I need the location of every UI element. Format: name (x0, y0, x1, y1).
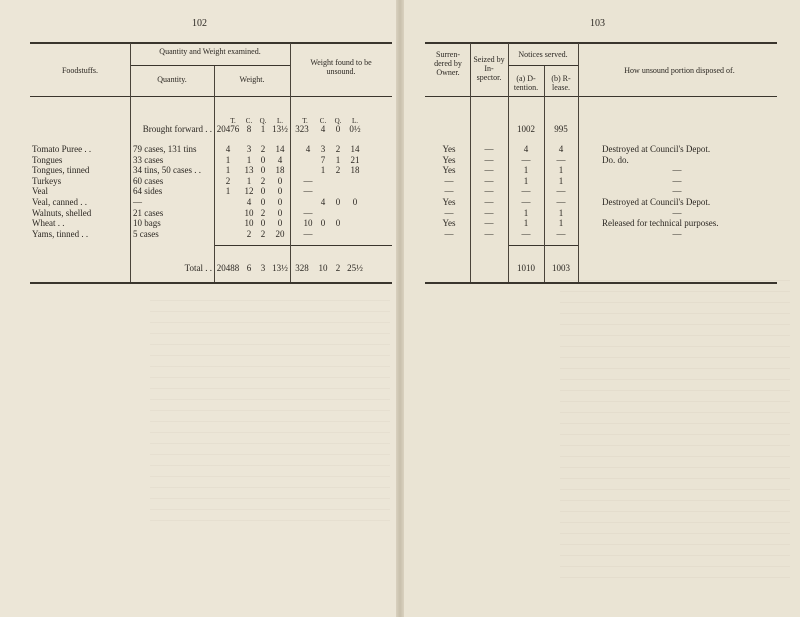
foodstuff-name: Veal (32, 186, 48, 196)
unsound-t: — (303, 208, 313, 218)
weight-q: 2 (260, 229, 266, 239)
unsound-c: 0 (320, 218, 326, 228)
unit-t: T. (230, 117, 236, 125)
foodstuff-name: Tomato Puree . . (32, 144, 92, 154)
bf-unsound-t: 323 (295, 124, 309, 134)
weight-q: 0 (260, 218, 266, 228)
unsound-q: 0 (335, 197, 341, 207)
unsound-q: 1 (335, 155, 341, 165)
unit-l: L. (276, 117, 284, 125)
surrendered-cell: — (444, 186, 454, 196)
seized-cell: — (484, 155, 494, 165)
bf-weight-t: 20476 (216, 124, 240, 134)
quantity-cell: 60 cases (133, 176, 164, 186)
quantity-cell: 34 tins, 50 cases . . (133, 165, 201, 175)
unsound-t: — (303, 229, 313, 239)
weight-l: 20 (275, 229, 285, 239)
seized-cell: — (484, 176, 494, 186)
disposal-cell: Destroyed at Council's Depot. (602, 197, 711, 207)
weight-l: 0 (277, 208, 283, 218)
unsound-c: 1 (320, 165, 326, 175)
weight-c: 2 (246, 229, 252, 239)
bleed-through-texture-right (560, 280, 790, 580)
foodstuff-name: Yams, tinned . . (32, 229, 89, 239)
unit-c: C. (245, 117, 253, 125)
detention-cell: 1 (523, 208, 529, 218)
header-disposal: How unsound portion disposed of. (624, 66, 735, 75)
quantity-cell: — (133, 197, 142, 207)
weight-c: 10 (244, 218, 254, 228)
weight-t: 1 (225, 186, 231, 196)
disposal-cell: — (672, 165, 682, 175)
disposal-cell: — (672, 229, 682, 239)
disposal-cell: — (672, 176, 682, 186)
bf-unsound-c: 4 (320, 124, 326, 134)
weight-t: 1 (225, 165, 231, 175)
unsound-l: 21 (350, 155, 360, 165)
weight-l: 4 (277, 155, 283, 165)
unsound-q: 2 (335, 144, 341, 154)
unsound-t: — (303, 176, 313, 186)
table-top-rule-left (30, 42, 392, 44)
page-number-right: 103 (590, 18, 605, 29)
header-release: (b) R- lease. (551, 74, 571, 92)
weight-c: 13 (244, 165, 254, 175)
unit-q-unsound: Q. (334, 117, 342, 125)
book-gutter (396, 0, 404, 617)
unsound-c: 7 (320, 155, 326, 165)
weight-c: 10 (244, 208, 254, 218)
foodstuff-name: Wheat . . (32, 218, 65, 228)
weight-t: 2 (225, 176, 231, 186)
header-subrule-right (508, 65, 578, 66)
weight-l: 0 (277, 176, 283, 186)
total-weight-q: 3 (260, 263, 266, 273)
header-weight-unsound: Weight found to be unsound. (310, 58, 372, 76)
unit-q: Q. (259, 117, 267, 125)
foodstuff-name: Tongues (32, 155, 63, 165)
header-bottom-rule-right (425, 96, 777, 97)
weight-l: 14 (275, 144, 285, 154)
total-top-rule-left (214, 245, 392, 246)
release-cell: — (556, 186, 566, 196)
foodstuff-name: Turkeys (32, 176, 62, 186)
total-top-rule-right (508, 245, 578, 246)
unsound-t: 4 (305, 144, 311, 154)
seized-cell: — (484, 165, 494, 175)
col-divider (578, 43, 579, 282)
header-weight: Weight. (239, 75, 265, 84)
table-top-rule-right (425, 42, 777, 44)
weight-l: 0 (277, 197, 283, 207)
surrendered-cell: — (444, 176, 454, 186)
header-subrule-left (130, 65, 290, 66)
disposal-cell: Destroyed at Council's Depot. (602, 144, 711, 154)
header-detention: (a) D- tention. (513, 74, 539, 92)
bleed-through-texture (150, 300, 390, 530)
surrendered-cell: Yes (442, 165, 456, 175)
weight-q: 0 (260, 186, 266, 196)
total-release: 1003 (552, 263, 570, 273)
page-number-left: 102 (192, 18, 207, 29)
detention-cell: 1 (523, 218, 529, 228)
surrendered-cell: Yes (442, 197, 456, 207)
header-seized: Seized by In- spector. (473, 55, 505, 82)
weight-c: 1 (246, 155, 252, 165)
table-bottom-rule-left (30, 282, 392, 284)
seized-cell: — (484, 144, 494, 154)
quantity-cell: 10 bags (133, 218, 161, 228)
total-weight-l: 13½ (272, 263, 288, 273)
surrendered-cell: Yes (442, 155, 456, 165)
release-cell: 1 (558, 176, 564, 186)
total-unsound-l: 25½ (347, 263, 363, 273)
surrendered-cell: Yes (442, 144, 456, 154)
weight-c: 3 (246, 144, 252, 154)
weight-l: 18 (275, 165, 285, 175)
weight-t: 1 (225, 155, 231, 165)
weight-q: 2 (260, 208, 266, 218)
bf-unsound-l: 0½ (349, 124, 361, 134)
quantity-cell: 21 cases (133, 208, 164, 218)
header-notices-served: Notices served. (518, 50, 568, 59)
unsound-l: 0 (352, 197, 358, 207)
detention-cell: — (521, 186, 531, 196)
release-cell: 1 (558, 218, 564, 228)
detention-cell: 4 (523, 144, 529, 154)
release-cell: 1 (558, 165, 564, 175)
header-foodstuffs: Foodstuffs. (61, 66, 99, 75)
foodstuff-name: Walnuts, shelled (32, 208, 92, 218)
unit-c-unsound: C. (319, 117, 327, 125)
foodstuff-name: Tongues, tinned (32, 165, 90, 175)
header-quantity: Quantity. (157, 75, 187, 84)
weight-q: 2 (260, 176, 266, 186)
seized-cell: — (484, 197, 494, 207)
disposal-cell: — (672, 208, 682, 218)
release-cell: 4 (558, 144, 564, 154)
foodstuff-name: Veal, canned . . (32, 197, 87, 207)
unsound-q: 0 (335, 218, 341, 228)
unit-l-unsound: L. (351, 117, 359, 125)
seized-cell: — (484, 229, 494, 239)
weight-q: 2 (260, 144, 266, 154)
weight-c: 4 (246, 197, 252, 207)
seized-cell: — (484, 186, 494, 196)
weight-c: 1 (246, 176, 252, 186)
total-weight-c: 6 (246, 263, 252, 273)
total-label: Total . . (184, 263, 212, 273)
header-qty-weight-examined: Quantity and Weight examined. (159, 47, 261, 56)
surrendered-cell: Yes (442, 218, 456, 228)
weight-l: 0 (277, 218, 283, 228)
bf-weight-q: 1 (260, 124, 266, 134)
surrendered-cell: — (444, 229, 454, 239)
quantity-cell: 64 sides (133, 186, 163, 196)
bf-weight-c: 8 (246, 124, 252, 134)
unsound-c: 3 (320, 144, 326, 154)
disposal-cell: Released for technical purposes. (602, 218, 719, 228)
unsound-q: 2 (335, 165, 341, 175)
disposal-cell: Do. do. (602, 155, 629, 165)
detention-cell: — (521, 155, 531, 165)
unsound-l: 14 (350, 144, 360, 154)
detention-cell: 1 (523, 176, 529, 186)
unsound-t: — (303, 186, 313, 196)
col-divider (290, 43, 291, 282)
weight-c: 12 (244, 186, 254, 196)
detention-cell: — (521, 197, 531, 207)
header-bottom-rule-left (30, 96, 392, 97)
disposal-cell: — (672, 186, 682, 196)
header-surrendered: Surren- dered by Owner. (434, 50, 462, 77)
weight-q: 0 (260, 165, 266, 175)
weight-t: 4 (225, 144, 231, 154)
unsound-l: 18 (350, 165, 360, 175)
detention-cell: 1 (523, 165, 529, 175)
quantity-cell: 79 cases, 131 tins (133, 144, 197, 154)
total-detention: 1010 (517, 263, 535, 273)
surrendered-cell: — (444, 208, 454, 218)
bf-detention: 1002 (517, 124, 535, 134)
bf-weight-l: 13½ (272, 124, 288, 134)
unsound-t: 10 (303, 218, 313, 228)
release-cell: — (556, 155, 566, 165)
unit-t-unsound: T. (302, 117, 308, 125)
table-bottom-rule-right (425, 282, 777, 284)
seized-cell: — (484, 218, 494, 228)
bf-unsound-q: 0 (335, 124, 341, 134)
release-cell: 1 (558, 208, 564, 218)
weight-q: 0 (260, 155, 266, 165)
seized-cell: — (484, 208, 494, 218)
total-unsound-t: 328 (295, 263, 309, 273)
brought-forward-label: Brought forward . . (142, 124, 212, 134)
release-cell: — (556, 229, 566, 239)
unsound-c: 4 (320, 197, 326, 207)
release-cell: — (556, 197, 566, 207)
col-divider (470, 43, 471, 282)
total-weight-t: 20488 (216, 263, 240, 273)
total-unsound-q: 2 (335, 263, 341, 273)
quantity-cell: 5 cases (133, 229, 159, 239)
quantity-cell: 33 cases (133, 155, 164, 165)
total-unsound-c: 10 (318, 263, 328, 273)
detention-cell: — (521, 229, 531, 239)
weight-q: 0 (260, 197, 266, 207)
weight-l: 0 (277, 186, 283, 196)
bf-release: 995 (554, 124, 568, 134)
